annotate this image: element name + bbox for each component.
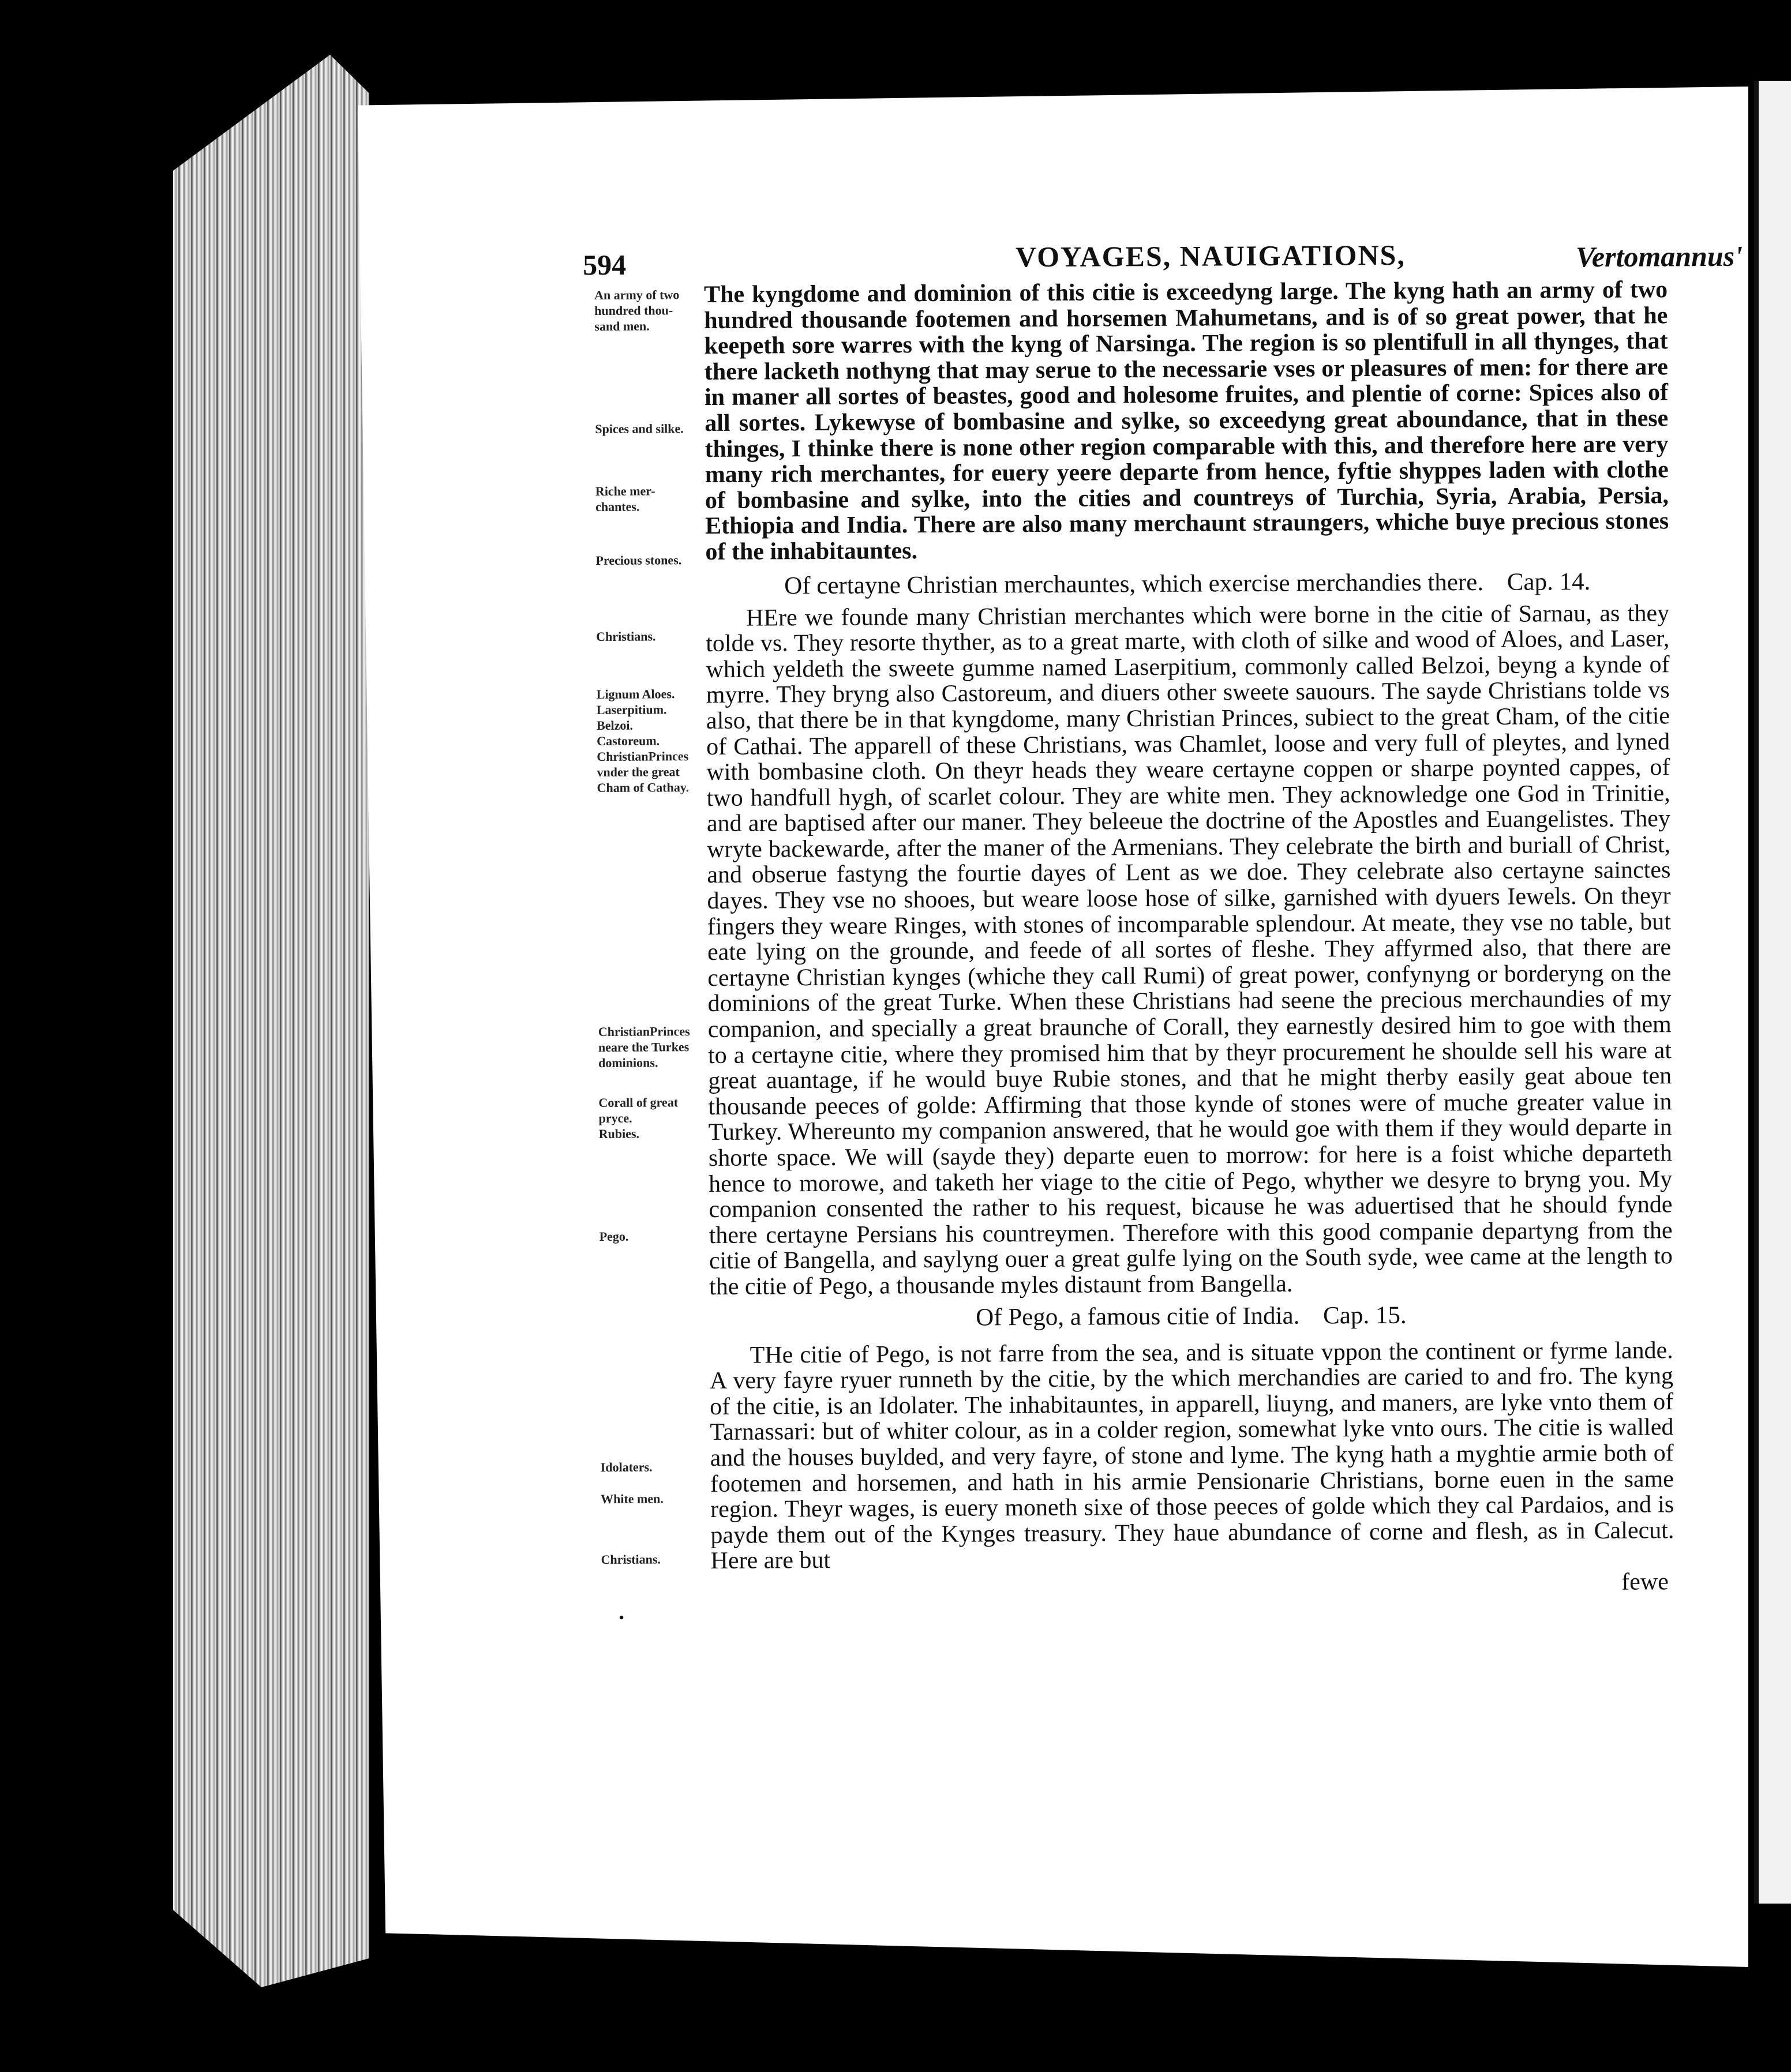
paragraph-pego: THe citie of Pego, is not farre from the sea, and is situate vppon the continent or fyrme lande. A very fayre ryuer runneth by the citie, by the which merchandies are caried to and fro. The kyng of the citie, is an Idolater. The inhabitauntes, in apparell, liuyng, and maners, are lyke vnto them of Tarnassari: but of whiter colour, as in a colder region, somewhat lyke vnto ours. The citie is walled and the houses buylded, and very fayre, of stone and lyme. The kyng hath a myghtie armie both of footemen and horsemen, and hath in his armie Pensionarie Christians, borne euen in the same region. Theyr wages, is euery moneth sixe of those peeces of golde which they cal Pardaios, and is payde them out of the Kynges treasury. They haue abundance of corne and flesh, as in Calecut. Here are but — [709, 1337, 1674, 1575]
chapter-number: Cap. 15. — [1322, 1301, 1407, 1329]
marginal-line: Corall of great — [598, 1095, 679, 1110]
marginal-note-merchants — [595, 483, 702, 515]
marginal-line: ChristianPrinces — [597, 749, 689, 764]
marginal-note-princes-turkes — [598, 1023, 705, 1071]
marginal-line: Pego. — [599, 1229, 629, 1244]
marginal-line: ChristianPrinces — [598, 1024, 690, 1039]
marginal-line: pryce. — [598, 1110, 632, 1125]
running-head — [582, 228, 1743, 281]
chapter-heading-14 — [706, 568, 1669, 600]
marginal-note-pego — [600, 1228, 706, 1244]
book-title: VOYAGES, NAUIGATIONS, — [1015, 238, 1406, 273]
marginal-note-stones — [595, 552, 702, 568]
marginal-note-christians-2 — [601, 1551, 708, 1567]
marginal-line: dominions. — [598, 1055, 658, 1070]
marginal-line: Christians. — [596, 629, 656, 644]
marginal-note-corall — [598, 1094, 705, 1142]
marginal-note-christians — [596, 628, 703, 644]
running-title: Vertomannus' — [1575, 239, 1743, 273]
marginal-line: Spices and silke. — [595, 421, 684, 436]
marginal-line: An army of two — [594, 287, 680, 302]
marginal-line: sand men. — [594, 318, 650, 333]
marginal-line: Cham of Cathay. — [597, 780, 690, 795]
catchword: fewe — [1621, 1568, 1669, 1596]
main-text — [704, 277, 1674, 1600]
marginal-line: Castoreum. — [597, 733, 660, 748]
marginal-line: Laserpitium. — [596, 702, 667, 717]
page-number: 594 — [582, 248, 627, 281]
marginal-line: White men. — [600, 1491, 664, 1506]
marginal-line: Belzoi. — [596, 718, 634, 733]
marginal-line: Precious stones. — [595, 553, 682, 568]
margin-dot: . — [618, 1598, 625, 1624]
marginal-line: Riche mer- — [595, 483, 655, 498]
marginal-line: neare the Turkes — [598, 1039, 690, 1054]
marginal-note-army — [594, 287, 701, 334]
marginal-line: Idolaters. — [600, 1459, 653, 1474]
chapter-heading-text: Of Pego, a famous citie of India. — [976, 1302, 1300, 1331]
marginal-note-lignum — [597, 686, 704, 795]
book-page-edges — [173, 55, 369, 1987]
marginal-line: Rubies. — [598, 1126, 640, 1141]
chapter-heading-text: Of certayne Christian merchauntes, which exercise merchandies there. — [784, 568, 1484, 599]
marginal-line: Christians. — [601, 1552, 661, 1567]
marginal-note-idolaters — [601, 1459, 707, 1475]
chapter-number: Cap. 14. — [1507, 568, 1591, 596]
marginal-note-spices — [595, 421, 702, 437]
marginal-line: Lignum Aloes. — [596, 686, 675, 701]
marginal-line: vnder the great — [597, 764, 680, 779]
marginal-line: chantes. — [595, 499, 640, 514]
marginal-note-white-men — [601, 1491, 707, 1507]
chapter-heading-15 — [709, 1301, 1673, 1332]
facing-page-edge — [1754, 81, 1791, 1904]
paragraph-kingdom: The kyngdome and dominion of this citie is exceedyng large. The kyng hath an army of two hundred thousande footemen and horsemen Mahumetans, and is of so great power, that he keepeth sore warres with the kyng of Narsinga. The region is so plentifull in all thynges, that there lacketh nothyng that may serue to the necessarie vses or pleasures of men: for there are in maner all sortes of beastes, good and holesome fruites, and plentie of corne: Spices also of all sortes. Lykewyse of bombasine and sylke, so exceedyng great aboundance, that in these thinges, I thinke there is none other region comparable with this, and therefore here are very many rich merchantes, for euery yeere departe from hence, fyftie shyppes laden with clothe of bombasine and sylke, into the cities and countreys of Turchia, Syria, Arabia, Persia, Ethiopia and India. There are also many merchaunt straungers, whiche buye precious stones of the inhabitauntes. — [703, 276, 1669, 565]
paragraph-christian-merchants: HEre we founde many Christian merchantes which were borne in the citie of Sarnau, as they tolde vs. They resorte thyther, as to a great marte, with cloth of silke and wood of Aloes, and Laser, which yeldeth the sweete gumme named Laserpitium, commonly called Belzoi, beyng a kynde of myrre. They bryng also Castoreum, and diuers other sweete sauours. The sayde Christians tolde vs also, that there be in that kyngdome, many Christian Princes, subiect to the great Cham, of the citie of Cathai. The apparell of these Christians, was Chamlet, loose and very full of pleytes, and lyned with bombasine cloth. On theyr heads they weare certayne coppen or sharpe poynted cappes, of two handfull hygh, of scarlet colour. They are white men. They acknowledge one God in Trinitie, and are baptised after our maner. They beleeue the doctrine of the Apostles and Euangelistes. They wryte backewarde, after the maner of the Armenians. They celebrate the birth and buriall of Christ, and obserue fastyng the fourtie dayes of Lent as we doe. They celebrate also certayne sainctes dayes. They vse no shooes, but weare loose hose of silke, garnished with dyuers Iewels. On theyr fingers they weare Ringes, with stones of incomparable splendour. At meate, they vse no table, but eate lying on the grounde, and feede of all sortes of fleshe. They affyrmed also, that there are certayne Christian kynges (whiche they call Rumi) of great power, confynyng or borderyng on the dominions of the great Turke. When these Christians had seene the precious merchaundies of my companion, and specially a great braunche of Corall, they earnestly desired him to goe with them to a certayne citie, where they promised him that by theyr procurement he shoulde sell his ware at great auantage, if he would buye Rubie stones, and that he might therby easily geat aboue ten thousande peeces of golde: Affirming that those kynde of stones were of muche greater value in Turkey. Whereunto my companion answered, that he would goe with them if they would departe in shorte space. We will (sayde they) departe euen to morrow: for here is a foist whiche departeth hence to morowe, and taketh her viage to the citie of Pego, whyther we desyre to bryng you. My companion consented the rather to his request, bicause he was aduertised that he should fynde there certayne Persians his countreymen. Therefore with this good companie departyng from the citie of Bangella, and saylyng ouer a great gulfe lying on the South syde, wee came at the length to the citie of Pego, a thousande myles distaunt from Bangella. — [706, 599, 1673, 1300]
marginal-line: hundred thou- — [594, 303, 673, 318]
